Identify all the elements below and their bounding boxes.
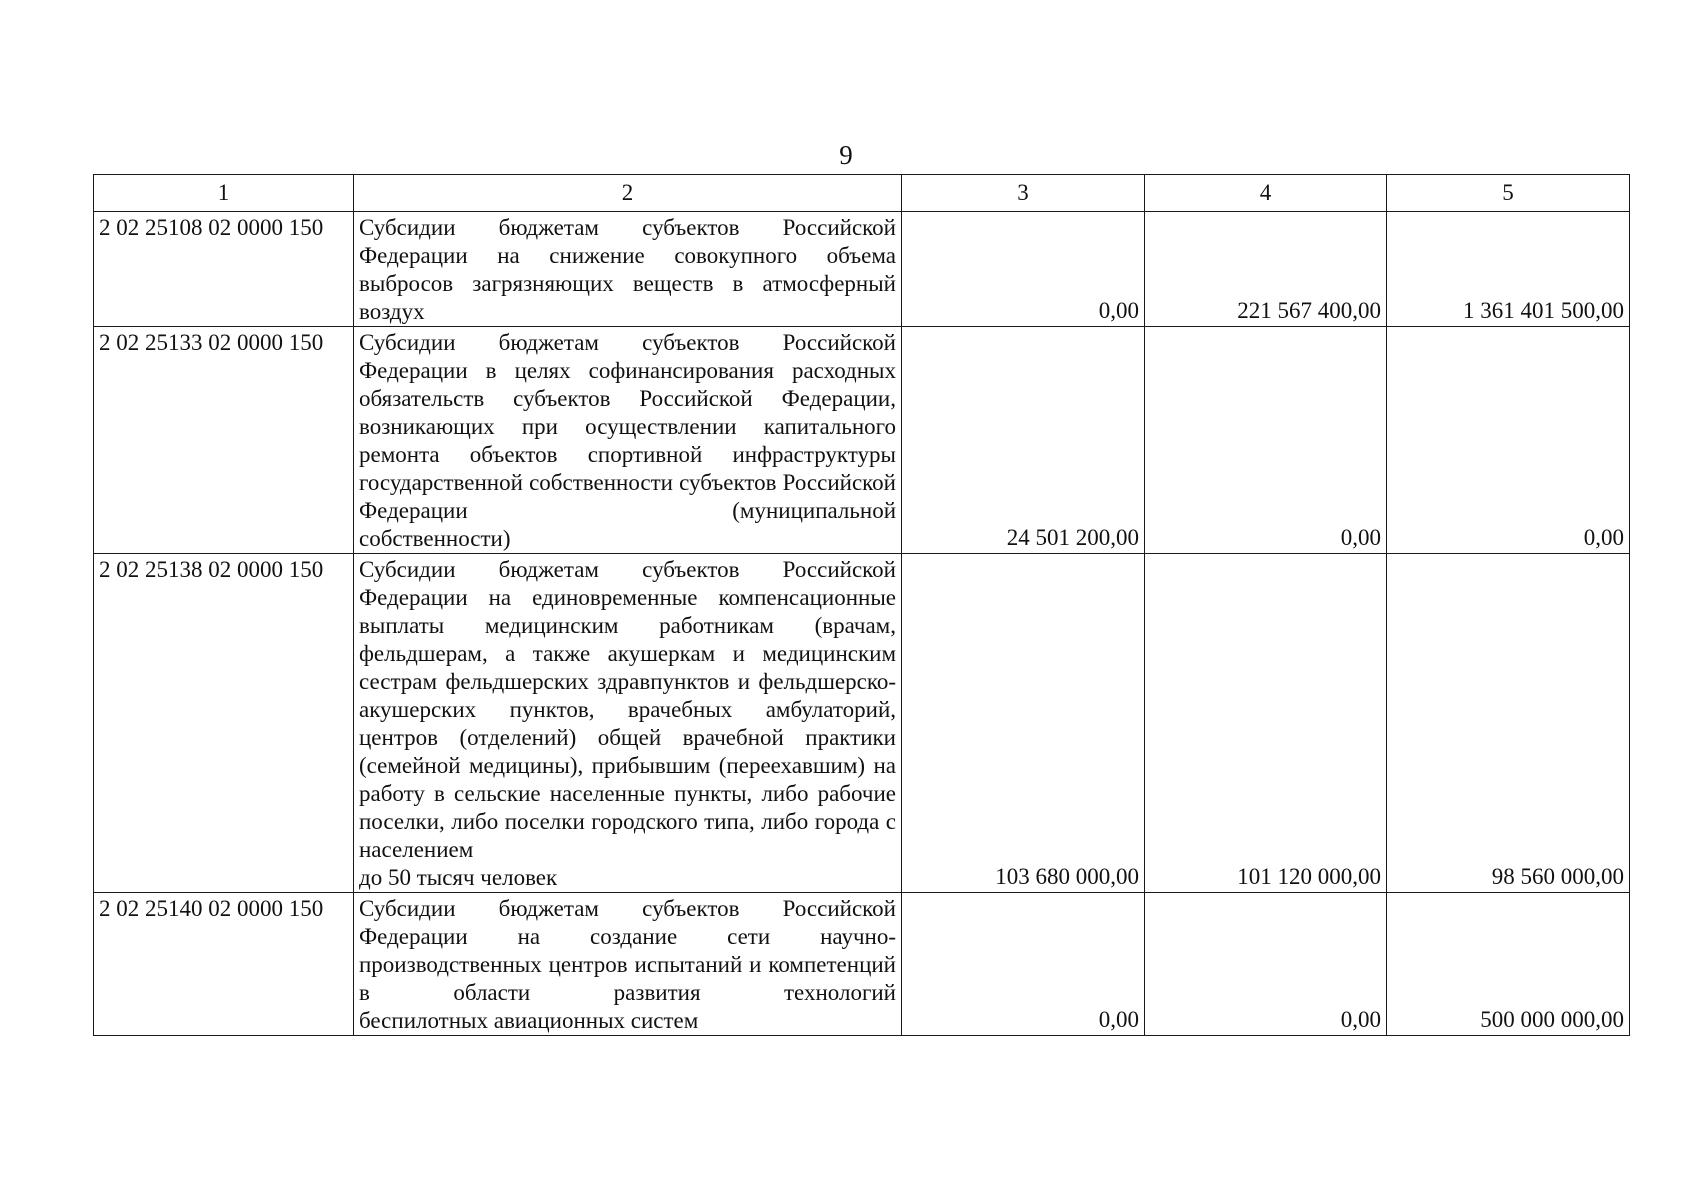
budget-table: [93, 174, 1630, 1036]
description-text: Субсидии бюджетам субъектов Российской Федерации на создание сети научно-производственных центров испытаний и компетенций в области развития технологий: [359, 896, 896, 1005]
description: [354, 212, 902, 327]
header-col-5: 5: [1387, 175, 1630, 212]
description-text-end: собственности): [359, 526, 511, 551]
amount-col-3: 0,00: [902, 893, 1145, 1036]
header-col-3: 3: [902, 175, 1145, 212]
amount-col-5: 0,00: [1387, 327, 1630, 554]
budget-code: 2 02 25108 02 0000 150: [94, 212, 354, 327]
description-text-end: воздух: [359, 299, 425, 324]
description-text-end: беспилотных авиационных систем: [359, 1008, 699, 1033]
budget-code: 2 02 25140 02 0000 150: [94, 893, 354, 1036]
amount-col-4: 101 120 000,00: [1145, 554, 1387, 893]
amount-col-3: 0,00: [902, 212, 1145, 327]
amount-col-3: 103 680 000,00: [902, 554, 1145, 893]
table-header-row: [94, 175, 1630, 212]
amount-col-5: 98 560 000,00: [1387, 554, 1630, 893]
amount-col-5: 500 000 000,00: [1387, 893, 1630, 1036]
amount-col-4: 0,00: [1145, 893, 1387, 1036]
amount-col-5: 1 361 401 500,00: [1387, 212, 1630, 327]
table-row: [94, 893, 1630, 1036]
amount-col-3: 24 501 200,00: [902, 327, 1145, 554]
header-col-4: 4: [1145, 175, 1387, 212]
description: [354, 554, 902, 893]
budget-code: 2 02 25138 02 0000 150: [94, 554, 354, 893]
description-text: Субсидии бюджетам субъектов Российской Федерации в целях софинансирования расходных обязательств субъектов Российской Федерации, возникающих при осуществлении капитального ремонта объектов спортивной инфраструктуры государственной собственности субъектов Российской Федерации (муниципальной: [359, 330, 896, 523]
amount-col-4: 0,00: [1145, 327, 1387, 554]
description-text: Субсидии бюджетам субъектов Российской Федерации на единовременные компенсационные выплаты медицинским работникам (врачам, фельдшерам, а также акушеркам и медицинским сестрам фельдшерских здравпунктов и фельдшерско-акушерских пунктов, врачебных амбулаторий, центров (отделений) общей врачебной практики (семейной медицины), прибывшим (переехавшим) на работу в сельские населенные пункты, либо рабочие поселки, либо поселки городского типа, либо города с населением: [359, 557, 896, 862]
description-text-end: до 50 тысяч человек: [359, 865, 558, 890]
budget-code: 2 02 25133 02 0000 150: [94, 327, 354, 554]
description-text: Субсидии бюджетам субъектов Российской Федерации на снижение совокупного объема выбросов загрязняющих веществ в атмосферный: [359, 215, 896, 296]
table-row: [94, 554, 1630, 893]
header-col-2: 2: [354, 175, 902, 212]
table-row: [94, 327, 1630, 554]
page-number: 9: [839, 140, 853, 170]
description: [354, 327, 902, 554]
table-row: [94, 212, 1630, 327]
header-col-1: 1: [94, 175, 354, 212]
description: [354, 893, 902, 1036]
amount-col-4: 221 567 400,00: [1145, 212, 1387, 327]
